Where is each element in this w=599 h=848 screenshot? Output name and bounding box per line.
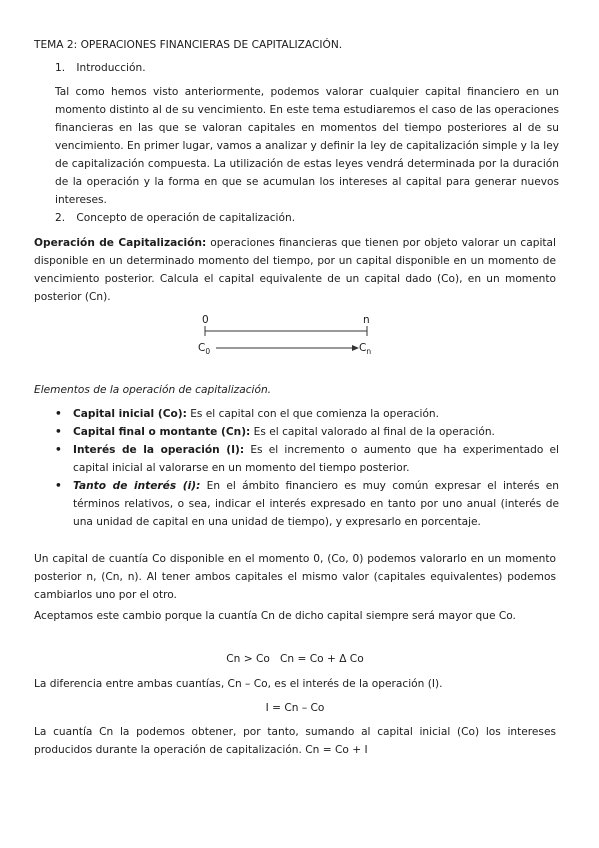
element-text: En el ámbito financiero es muy común expresar el interés en términos relativos, o sea, indicar el interés expresado en tanto por uno anual (interés de una unidad de capital en una unidad de tiempo), y expresarlo en porcentaje. [73, 480, 559, 528]
definition-term: Operación de Capitalización: [34, 237, 207, 249]
elements-heading: Elementos de la operación de capitalización. [34, 384, 272, 396]
intro-paragraph: Tal como hemos visto anteriormente, podemos valorar cualquier capital financiero en un momento distinto al de su vencimiento. En este tema estudiaremos el caso de las operaciones financieras en las que se valoran capitales en momentos del tiempo posteriores al de su vencimiento. En primer lugar, vamos a analizar y definir la ley de capitalización simple y la ley de capitalización compuesta. La utilización de estas leyes vendrá determinada por la duración de la operación y la forma en que se acumulan los intereses al capital para generar nuevos intereses. [55, 86, 559, 206]
formula-interest: I = Cn – Co [265, 702, 325, 714]
element-term: Capital inicial (Co): [73, 408, 187, 420]
element-text: Es el capital valorado al final de la operación. [250, 426, 495, 438]
section-2-number: 2. [55, 212, 66, 224]
section-2-title: Concepto de operación de capitalización. [76, 212, 296, 224]
formula-inequality: Cn > Co Cn = Co + Δ Co [226, 653, 364, 665]
equivalence-paragraph: Un capital de cuantía Co disponible en el momento 0, (Co, 0) podemos valorarlo en un momento posterior n, (Cn, n). Al tener ambos capitales el mismo valor (capitales equivalentes) podemos cambiarlos uno por el otro. [34, 553, 556, 601]
list-item [55, 477, 559, 531]
element-text: Es el capital con el que comienza la operación. [186, 408, 440, 420]
bullet-icon: • [55, 408, 62, 420]
bullet-icon: • [55, 444, 62, 456]
arrow-head-icon [352, 345, 359, 351]
list-item [55, 423, 559, 441]
section-1-heading [55, 59, 535, 77]
timeline-label-start: 0 [202, 314, 209, 326]
definition-paragraph [34, 234, 556, 306]
timeline-capital-end: $C_n$ [359, 342, 372, 356]
element-text: Es el incremento o aumento que ha experimentado el capital inicial al valorarse en un momento del tiempo posterior. [73, 444, 559, 474]
section-2-heading [55, 209, 535, 227]
bullet-icon: • [55, 426, 62, 438]
section-1-title: Introducción. [76, 62, 146, 74]
element-term: Interés de la operación (I): [73, 444, 245, 456]
section-1-number: 1. [55, 62, 66, 74]
capitalization-timeline-diagram [190, 310, 390, 360]
timeline-label-end: n [363, 314, 370, 326]
elements-list [55, 405, 559, 531]
final-paragraph: La cuantía Cn la podemos obtener, por tanto, sumando al capital inicial (Co) los intereses producidos durante la operación de capitalización. Cn = Co + I [34, 726, 556, 756]
element-term: Tanto de interés (i): [73, 480, 201, 492]
document-title: TEMA 2: OPERACIONES FINANCIERAS DE CAPITALIZACIÓN. [34, 39, 343, 51]
timeline-capital-start: $C_0$ [198, 342, 211, 356]
acceptance-paragraph: Aceptamos este cambio porque la cuantía Cn de dicho capital siempre será mayor que Co. [34, 610, 516, 622]
bullet-icon: • [55, 480, 62, 492]
list-item [55, 405, 559, 423]
definition-text: operaciones financieras que tienen por objeto valorar un capital disponible en un determinado momento del tiempo, por un capital disponible en un momento de vencimiento posterior. Calcula el capital equivalente de un capital dado (Co), en un momento posterior (Cn). [34, 237, 556, 303]
difference-paragraph: La diferencia entre ambas cuantías, Cn – Co, es el interés de la operación (I). [34, 678, 443, 690]
list-item [55, 441, 559, 477]
element-term: Capital final o montante (Cn): [73, 426, 251, 438]
